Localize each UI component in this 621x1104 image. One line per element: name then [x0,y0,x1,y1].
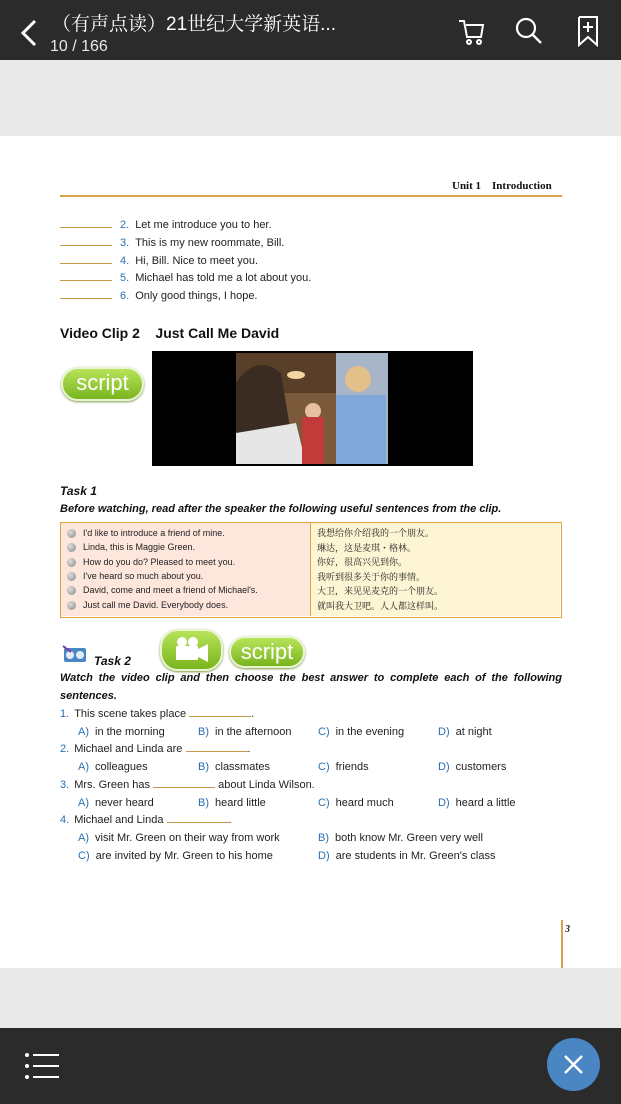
english-column [61,523,311,616]
video-thumbnail [236,353,388,464]
option[interactable]: B) classmates [198,761,271,773]
speaker-icon[interactable] [67,558,76,567]
back-arrow-icon[interactable] [18,18,42,48]
option[interactable]: C) friends [318,761,369,773]
page-number: 3 [565,924,570,935]
option[interactable]: C) in the evening [318,726,405,738]
clip-title: Video Clip 2 Just Call Me David [60,325,280,341]
english-sentence[interactable]: I'd like to introduce a friend of mine. [83,528,225,538]
option[interactable]: B) heard little [198,797,266,809]
speaker-icon[interactable] [67,543,76,552]
video-player[interactable] [152,351,473,466]
book-page [0,136,621,968]
chinese-sentence: 我听到很多关于你的事情。 [317,573,426,583]
task2-instruction: Watch the video clip and then choose the best answer to complete each of the following [60,672,562,684]
cart-icon[interactable] [457,15,487,47]
question: 2. Michael and Linda are . [60,743,251,755]
task1-title: Task 1 [60,484,97,498]
option[interactable]: B) both know Mr. Green very well [318,832,483,844]
dialog-line[interactable]: 5. Michael has told me a lot about you. [60,272,311,284]
speaker-icon[interactable] [67,586,76,595]
task1-instruction: Before watching, read after the speaker the following useful sentences from the clip. [60,503,502,515]
speaker-icon[interactable] [67,529,76,538]
question: 1. This scene takes place . [60,708,255,720]
english-sentence[interactable]: How do you do? Pleased to meet you. [83,557,235,567]
page-number-rule [561,920,563,968]
search-icon[interactable] [514,15,544,47]
chinese-sentence: 你好，很高兴见到你。 [317,558,408,568]
list-menu-icon[interactable] [24,1050,60,1082]
option[interactable]: D) customers [438,761,507,773]
chinese-sentence: 我想给你介绍我的一个朋友。 [317,529,435,539]
option[interactable]: A) never heard [78,797,154,809]
english-sentence[interactable]: I've heard so much about you. [83,571,203,581]
film-reel-icon [61,642,89,666]
option[interactable]: D) heard a little [438,797,516,809]
english-sentence[interactable]: David, come and meet a friend of Michael's. [83,585,258,595]
dialog-line[interactable]: 6. Only good things, I hope. [60,290,258,302]
option[interactable]: D) are students in Mr. Green's class [318,850,496,862]
header-rule [60,195,562,197]
option[interactable]: A) visit Mr. Green on their way from work [78,832,280,844]
option[interactable]: B) in the afternoon [198,726,292,738]
question: 3. Mrs. Green has about Linda Wilson. [60,779,315,791]
option[interactable]: C) are invited by Mr. Green to his home [78,850,273,862]
close-button[interactable] [547,1038,600,1091]
video-camera-button[interactable] [160,629,223,671]
book-title: （有声点读）21世纪大学新英语... [52,14,336,35]
video-camera-icon [173,635,211,665]
speaker-icon[interactable] [67,572,76,581]
unit-header: Unit 1 Introduction [452,180,552,192]
sentence-table [60,522,562,618]
chinese-sentence: 就叫我大卫吧。人人都这样叫。 [317,602,444,612]
english-sentence[interactable]: Just call me David. Everybody does. [83,600,228,610]
chinese-sentence: 大卫，来见见麦克的一个朋友。 [317,587,444,597]
option[interactable]: C) heard much [318,797,394,809]
dialog-line[interactable]: 4. Hi, Bill. Nice to meet you. [60,255,258,267]
close-icon [563,1054,584,1075]
page-indicator: 10 / 166 [50,38,108,55]
chinese-sentence: 琳达，这是麦琪・格林。 [317,544,417,554]
speaker-icon[interactable] [67,601,76,610]
chinese-column [311,523,560,616]
dialog-line[interactable]: 3. This is my new roommate, Bill. [60,237,284,249]
english-sentence[interactable]: Linda, this is Maggie Green. [83,542,195,552]
task2-instruction-cont: sentences. [60,690,117,702]
bottom-bar [0,1028,621,1104]
task2-title: Task 2 [94,654,131,668]
bookmark-add-icon[interactable] [573,15,603,47]
dialog-line[interactable]: 2. Let me introduce you to her. [60,219,272,231]
option[interactable]: D) at night [438,726,492,738]
script-button[interactable]: script [61,367,144,401]
top-bar [0,0,621,60]
question: 4. Michael and Linda . [60,814,232,826]
task2-script-button[interactable]: script [229,636,305,668]
option[interactable]: A) in the morning [78,726,165,738]
option[interactable]: A) colleagues [78,761,148,773]
